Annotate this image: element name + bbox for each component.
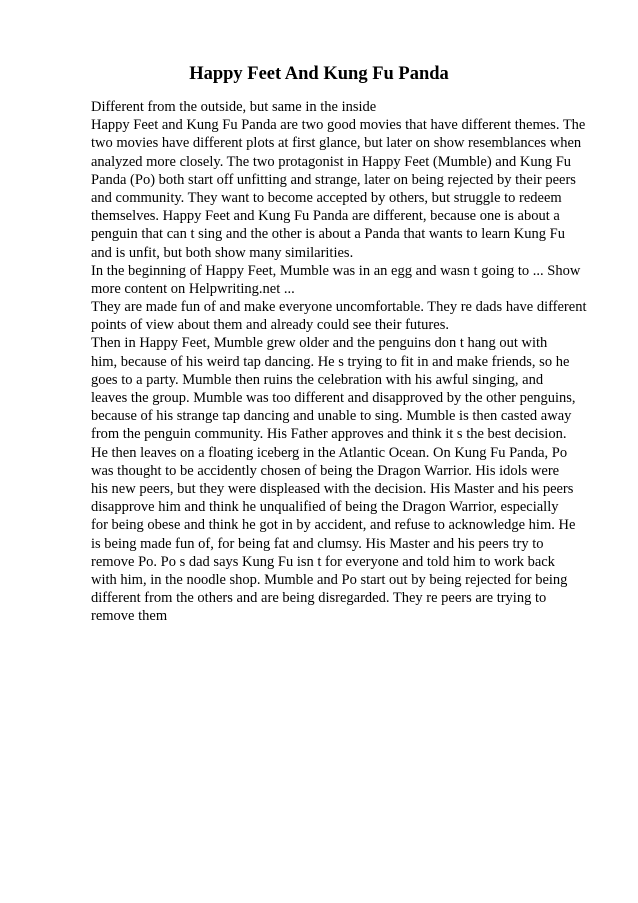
body-line: his new peers, but they were displeased with the decision. His Master and his peers bbox=[91, 480, 574, 497]
body-line: and community. They want to become accepted by others, but struggle to redeem bbox=[91, 189, 562, 206]
body-line: with him, in the noodle shop. Mumble and Po start out by being rejected for being bbox=[91, 571, 568, 588]
body-line: remove Po. Po s dad says Kung Fu isn t for everyone and told him to work back bbox=[91, 553, 555, 570]
body-line: more content on Helpwriting.net ... bbox=[91, 280, 295, 297]
body-line: They are made fun of and make everyone uncomfortable. They re dads have different bbox=[91, 299, 587, 316]
body-line: was thought to be accidently chosen of being the Dragon Warrior. His idols were bbox=[91, 462, 560, 479]
body-line: Then in Happy Feet, Mumble grew older and the penguins don t hang out with bbox=[91, 335, 548, 352]
body-line: penguin that can t sing and the other is about a Panda that wants to learn Kung Fu bbox=[91, 226, 565, 243]
body-line: themselves. Happy Feet and Kung Fu Panda are different, because one is about a bbox=[91, 208, 560, 225]
body-line: Panda (Po) both start off unfitting and strange, later on being rejected by their peers bbox=[91, 171, 576, 188]
body-line: is being made fun of, for being fat and clumsy. His Master and his peers try to bbox=[91, 535, 544, 552]
body-line: points of view about them and already could see their futures. bbox=[91, 317, 449, 334]
body-line: Different from the outside, but same in the inside bbox=[91, 99, 377, 115]
body-line: goes to a party. Mumble then ruins the celebration with his awful singing, and bbox=[91, 371, 544, 388]
body-line: In the beginning of Happy Feet, Mumble was in an egg and wasn t going to ... Show bbox=[91, 262, 581, 279]
body-line: for being obese and think he got in by accident, and refuse to acknowledge him. He bbox=[91, 517, 576, 534]
body-line: and is unfit, but both show many similarities. bbox=[91, 244, 354, 261]
body-line: different from the others and are being disregarded. They re peers are trying to bbox=[91, 590, 547, 607]
document-body bbox=[91, 98, 601, 625]
document-title: Happy Feet And Kung Fu Panda bbox=[189, 64, 449, 84]
body-line: two movies have different plots at first glance, but later on show resemblances when bbox=[91, 135, 582, 152]
body-line: Happy Feet and Kung Fu Panda are two good movies that have different themes. The bbox=[91, 117, 586, 134]
body-line: from the penguin community. His Father approves and think it s the best decision. bbox=[91, 426, 567, 443]
body-line: because of his strange tap dancing and unable to sing. Mumble is then casted away bbox=[91, 408, 572, 425]
body-line: He then leaves on a floating iceberg in the Atlantic Ocean. On Kung Fu Panda, Po bbox=[91, 444, 568, 461]
body-line: him, because of his weird tap dancing. He s trying to fit in and make friends, so he bbox=[91, 353, 570, 370]
body-line: leaves the group. Mumble was too different and disapproved by the other penguins, bbox=[91, 390, 576, 406]
body-line: analyzed more closely. The two protagonist in Happy Feet (Mumble) and Kung Fu bbox=[91, 153, 572, 170]
body-line: disapprove him and think he unqualified of being the Dragon Warrior, especially bbox=[91, 499, 559, 516]
body-line: remove them bbox=[91, 608, 168, 625]
